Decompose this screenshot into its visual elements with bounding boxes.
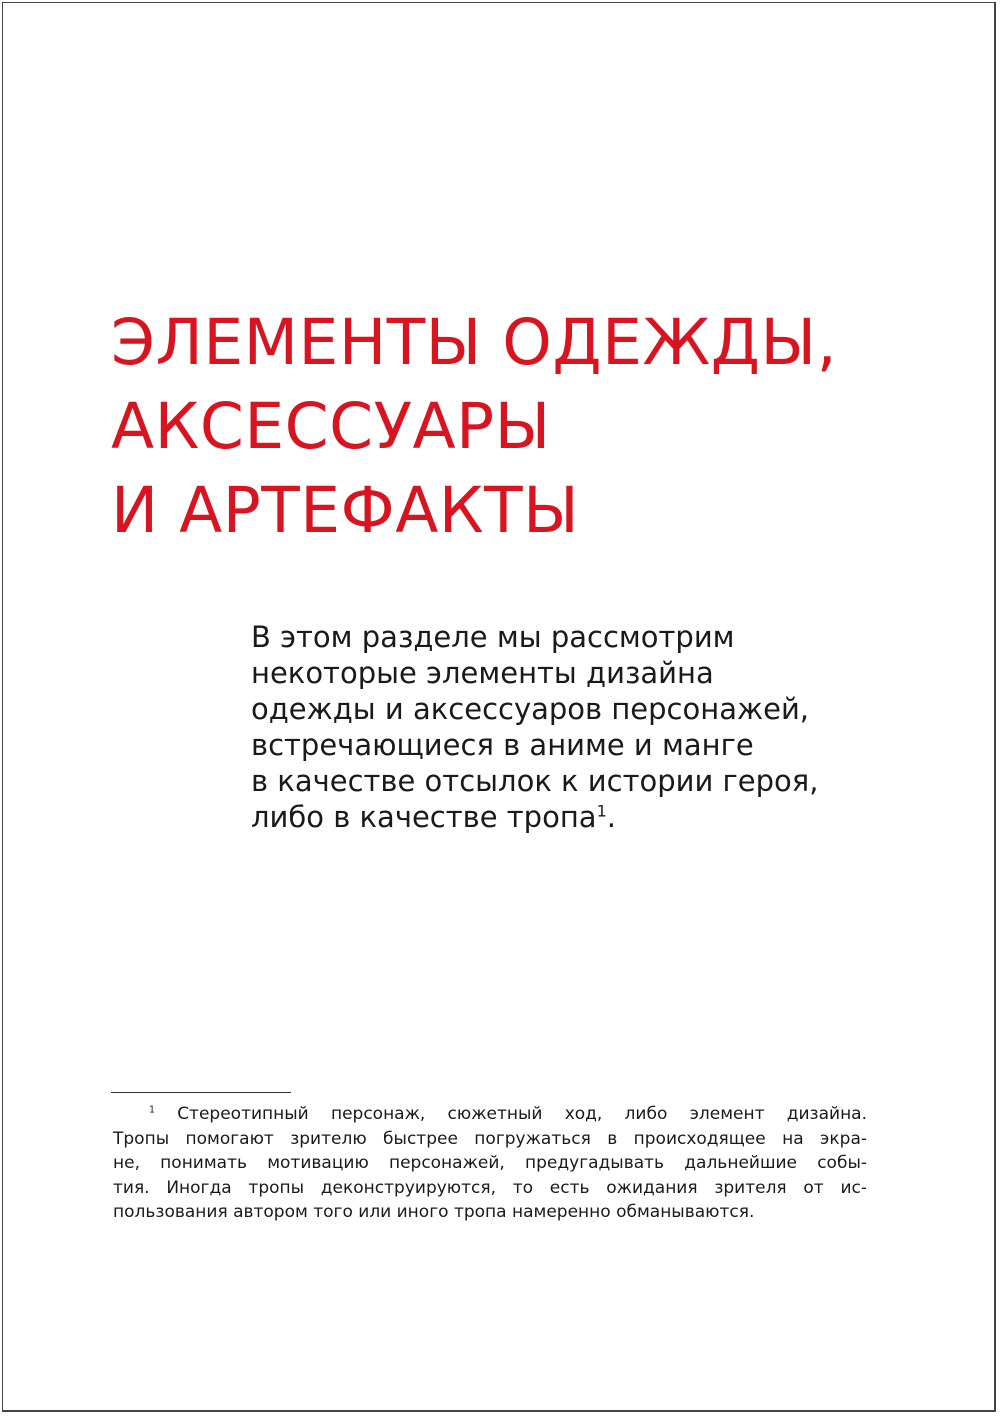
footnote-reference[interactable]: 1 [596, 801, 607, 821]
footnote-line-2: Тропы помогают зрителю быстрее погружаться в происходящее на экра- [113, 1128, 867, 1149]
intro-line-5: в качестве отсылок к истории героя, [251, 764, 819, 798]
footnote-line-3: не, понимать мотивацию персонажей, предугадывать дальнейшие собы- [113, 1153, 867, 1173]
footnote [113, 1102, 867, 1225]
chapter-title-line-3: И АРТЕФАКТЫ [111, 474, 580, 547]
footnote-line-5: пользования автором того или иного тропа намеренно обманываются. [113, 1202, 755, 1222]
intro-line-4: встречающиеся в аниме и манге [251, 728, 754, 762]
footnote-line-1-text: Стереотипный персонаж, сюжетный ход, либо элемент дизайна. [177, 1104, 868, 1124]
footnote-marker: 1 [149, 1104, 155, 1116]
intro-line-3: одежды и аксессуаров персонажей, [251, 692, 810, 726]
footnote-separator [111, 1092, 291, 1093]
intro-line-6-text: либо в качестве тропа [251, 800, 597, 834]
book-page [2, 2, 996, 1412]
footnote-line-4: тия. Иногда тропы деконструируются, то есть ожидания зрителя от ис- [113, 1177, 867, 1198]
intro-line-6 [251, 799, 891, 835]
chapter-title-line-1: ЭЛЕМЕНТЫ ОДЕЖДЫ, [111, 306, 838, 379]
footnote-line-1 [113, 1102, 867, 1127]
intro-line-1: В этом разделе мы рассмотрим [251, 620, 735, 654]
chapter-title [111, 301, 971, 553]
chapter-title-line-2: АКСЕССУАРЫ [111, 390, 551, 463]
intro-line-2: некоторые элементы дизайна [251, 656, 714, 690]
intro-end-punctuation: . [606, 800, 616, 834]
intro-paragraph [251, 619, 891, 835]
